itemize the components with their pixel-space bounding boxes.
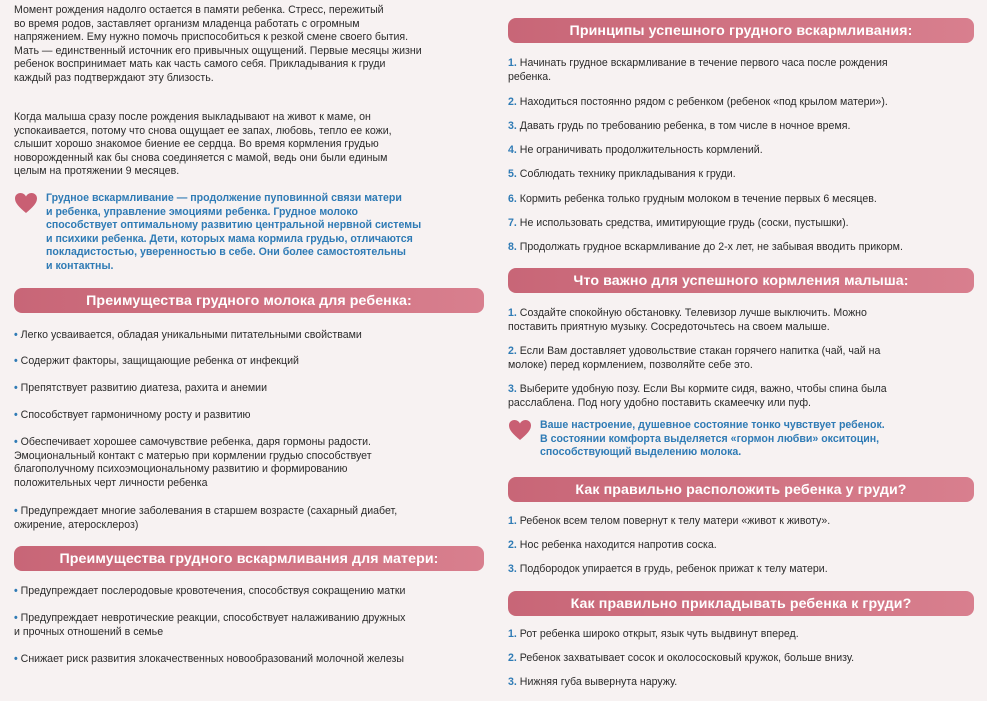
- list-item: [14, 585, 484, 599]
- item-number: 1.: [508, 515, 517, 527]
- list-item: [508, 241, 976, 255]
- list-item-text: Выберите удобную позу. Если Вы кормите сидя, важно, чтобы спина была расслаблена. Под ногу удобно поставить скамеечку или пуф.: [508, 383, 887, 409]
- bullet-dot: •: [14, 505, 18, 517]
- item-number: 2.: [508, 345, 517, 357]
- banner-latching: Как правильно прикладывать ребенка к груди?: [508, 591, 974, 616]
- list-item-text: Не ограничивать продолжительность кормлений.: [519, 144, 763, 156]
- list-item-text: Находиться постоянно рядом с ребенком (ребенок «под крылом матери»).: [519, 96, 888, 108]
- heart-icon: [14, 192, 46, 274]
- item-number: 8.: [508, 241, 517, 253]
- item-number: 1.: [508, 57, 517, 69]
- item-number: 7.: [508, 217, 517, 229]
- item-number: 6.: [508, 193, 517, 205]
- list-item-text: Кормить ребенка только грудным молоком в течение первых 6 месяцев.: [519, 193, 877, 205]
- item-number: 5.: [508, 168, 517, 180]
- item-number: 3.: [508, 563, 517, 575]
- banner-milk-benefits: Преимущества грудного молока для ребенка:: [14, 288, 484, 313]
- bullet-dot: •: [14, 409, 18, 421]
- banner-mother-benefits: Преимущества грудного вскармливания для матери:: [14, 546, 484, 571]
- list-item-text: Снижает риск развития злокачественных новообразований молочной железы: [20, 653, 404, 665]
- list-item: [508, 383, 976, 410]
- banner-principles: Принципы успешного грудного вскармливания:: [508, 18, 974, 43]
- list-item-text: Нос ребенка находится напротив соска.: [519, 539, 717, 551]
- list-item: [508, 652, 976, 666]
- list-item: [508, 539, 976, 553]
- highlight-block-right: [508, 419, 976, 460]
- item-number: 2.: [508, 539, 517, 551]
- item-number: 1.: [508, 307, 517, 319]
- bullet-dot: •: [14, 612, 18, 624]
- list-item-text: Легко усваивается, обладая уникальными питательными свойствами: [20, 329, 362, 341]
- list-item: [508, 96, 976, 110]
- list-item-text: Препятствует развитию диатеза, рахита и анемии: [20, 382, 268, 394]
- list-item-text: Содержит факторы, защищающие ребенка от инфекций: [20, 355, 299, 367]
- item-number: 3.: [508, 676, 517, 688]
- highlight-block-left: [14, 192, 484, 274]
- bullet-dot: •: [14, 355, 18, 367]
- item-number: 2.: [508, 96, 517, 108]
- bullet-dot: •: [14, 436, 18, 448]
- list-item: [508, 193, 976, 207]
- list-item-text: Ребенок захватывает сосок и околососковый кружок, больше внизу.: [519, 652, 855, 664]
- list-item: [508, 676, 976, 690]
- list-item-text: Способствует гармоничному росту и развитию: [20, 409, 251, 421]
- list-item-text: Соблюдать технику прикладывания к груди.: [519, 168, 736, 180]
- list-item-text: Не использовать средства, имитирующие грудь (соски, пустышки).: [519, 217, 849, 229]
- list-item: [14, 382, 484, 396]
- list-item: [508, 144, 976, 158]
- list-item-text: Продолжать грудное вскармливание до 2-х лет, не забывая вводить прикорм.: [519, 241, 903, 253]
- list-item-text: Предупреждает невротические реакции, способствует налаживанию дружных и прочных отношений в семье: [14, 612, 406, 638]
- list-item: [508, 345, 976, 372]
- highlight-text: Ваше настроение, душевное состояние тонко чувствует ребенок. В состоянии комфорта выделяется «гормон любви» окситоцин, способствующий выделению молока.: [540, 419, 885, 459]
- item-number: 1.: [508, 628, 517, 640]
- highlight-text: Грудное вскармливание — продолжение пуповинной связи матери и ребенка, управление эмоциями ребенка. Грудное молоко способствует оптимальному развитию центральной нервной системы и психики ребенка. Дети, которых мама кормила грудью, отличаются покладистостью, уверенностью в себе. Они более самостоятельны и контактны.: [46, 192, 422, 272]
- list-item: [508, 217, 976, 231]
- list-item: [14, 505, 484, 532]
- list-item: [508, 168, 976, 182]
- list-item: [508, 57, 976, 84]
- list-item: [508, 515, 976, 529]
- banner-important: Что важно для успешного кормления малыша:: [508, 268, 974, 293]
- bullet-dot: •: [14, 382, 18, 394]
- item-number: 3.: [508, 383, 517, 395]
- intro-paragraph-1: Момент рождения надолго остается в памяти ребенка. Стресс, пережитый во время родов, заставляет организм младенца работать с огромным напряжением. Ему нужно помочь приспособиться к резкой смене своего бытия. Мать — единственный источник его привычных ощущений. Первые месяцы жизни ребенок воспринимает мать как часть самого себя. Прикладывания к груди каждый раз подтверждают эту близость.: [14, 4, 422, 84]
- list-item: [508, 307, 976, 334]
- list-item-text: Ребенок всем телом повернут к телу матери «живот к животу».: [519, 515, 831, 527]
- list-item-text: Нижняя губа вывернута наружу.: [519, 676, 678, 688]
- list-item-text: Предупреждает многие заболевания в старшем возрасте (сахарный диабет, ожирение, атеросклероз): [14, 505, 398, 531]
- list-item: [14, 653, 484, 667]
- list-item-text: Давать грудь по требованию ребенка, в том числе в ночное время.: [519, 120, 851, 132]
- list-item-text: Обеспечивает хорошее самочувствие ребенка, даря гормоны радости. Эмоциональный контакт с матерью при кормлении грудью способствует благополучному психоэмоциональному развитию и формированию положительных черт личности ребенка: [14, 436, 372, 489]
- list-item-text: Создайте спокойную обстановку. Телевизор лучше выключить. Можно поставить приятную музыку. Сосредоточьтесь на своем малыше.: [508, 307, 867, 333]
- list-item: [14, 409, 484, 423]
- list-item-text: Предупреждает послеродовые кровотечения, способствуя сокращению матки: [20, 585, 406, 597]
- intro-paragraph-2: Когда малыша сразу после рождения выкладывают на живот к маме, он успокаивается, потому что снова ощущает ее запах, любовь, тепло ее кожи, слышит хорошо знакомое биение ее сердца. Во время кормления грудью новорожденный как бы снова соединяется с мамой, ведь они были единым целым на протяжении 9 месяцев.: [14, 111, 392, 178]
- bullet-dot: •: [14, 653, 18, 665]
- list-item: [508, 563, 976, 577]
- list-item: [14, 329, 484, 343]
- list-item: [508, 628, 976, 642]
- banner-positioning: Как правильно расположить ребенка у груди?: [508, 477, 974, 502]
- list-item-text: Рот ребенка широко открыт, язык чуть выдвинут вперед.: [519, 628, 799, 640]
- item-number: 3.: [508, 120, 517, 132]
- bullet-dot: •: [14, 329, 18, 341]
- list-item: [508, 120, 976, 134]
- heart-icon: [508, 419, 540, 460]
- list-item: [14, 612, 484, 639]
- list-item-text: Подбородок упирается в грудь, ребенок прижат к телу матери.: [519, 563, 828, 575]
- item-number: 4.: [508, 144, 517, 156]
- list-item: [14, 355, 484, 369]
- item-number: 2.: [508, 652, 517, 664]
- bullet-dot: •: [14, 585, 18, 597]
- list-item-text: Начинать грудное вскармливание в течение первого часа после рождения ребенка.: [508, 57, 888, 83]
- list-item: [14, 436, 484, 490]
- list-item-text: Если Вам доставляет удовольствие стакан горячего напитка (чай, чай на молоке) перед кормлением, позволяйте себе это.: [508, 345, 881, 371]
